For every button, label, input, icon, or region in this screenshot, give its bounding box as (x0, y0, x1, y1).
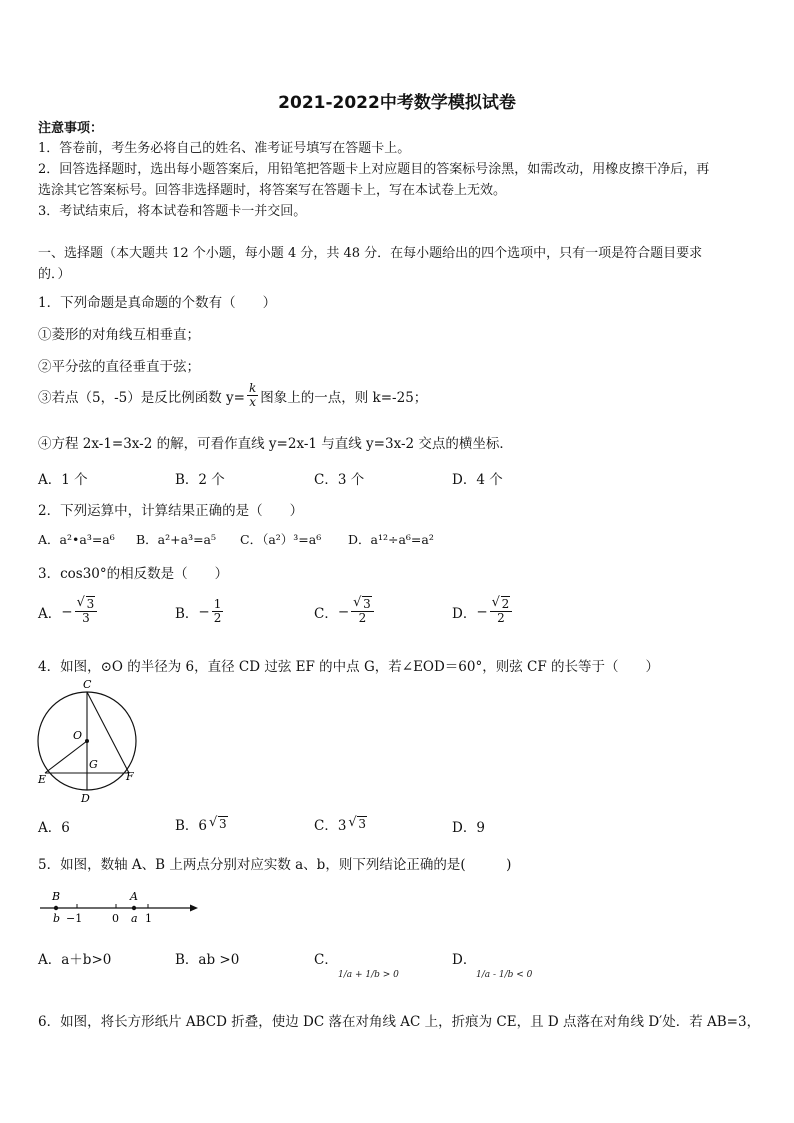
q1-option-d[interactable]: D．4 个 (452, 472, 503, 488)
q3-option-c[interactable] (314, 598, 376, 625)
page-title: 2021-2022中考数学模拟试卷 (278, 93, 516, 113)
q5-c-expression: 1/a + 1/b > 0 (338, 970, 399, 980)
q4-label-c: C (83, 678, 92, 691)
q4-option-a[interactable]: A．6 (38, 820, 70, 836)
notice-heading: 注意事项： (38, 121, 104, 136)
q1-statement-1: ①菱形的对角线互相垂直； (38, 327, 200, 343)
q5-label-b-lower: b (53, 912, 61, 925)
q4-center-point (85, 739, 89, 743)
q5-option-d[interactable] (452, 948, 532, 980)
q1-fraction-num: k (248, 381, 257, 395)
q5-label-minus1: −1 (66, 912, 83, 925)
q4-b-text: B．6 (175, 818, 208, 834)
q1-fraction-den: x (249, 395, 257, 409)
notice-item-2: 2．回答选择题时，选出每小题答案后，用铅笔把答题卡上对应题目的答案标号涂黑，如需改动，用橡皮擦干净后，再 (38, 162, 710, 177)
q3-a-radical: √ 3 (77, 598, 96, 611)
q2-option-b[interactable]: B．a²+a³=a⁵ (136, 532, 217, 547)
q4-label-d: D (81, 792, 90, 805)
q3-c-radical: √ 3 (353, 598, 372, 611)
q1-option-c[interactable]: C．3 个 (314, 472, 365, 488)
q5-d-expression: 1/a - 1/b < 0 (476, 970, 533, 980)
q5-stem: 5．如图，数轴 A、B 上两点分别对应实数 a、b，则下列结论正确的是( ) (38, 857, 512, 873)
q3-b-fraction: $\frac{1}{2}$ (213, 597, 222, 625)
section-heading: 一、选择题（本大题共 12 个小题，每小题 4 分，共 48 分．在每小题给出的四个选项中，只有一项是符合题目要求 (38, 246, 703, 261)
notice-item-2-cont: 选涂其它答案标号。回答非选择题时，将答案写在答题卡上，写在本试卷上无效。 (38, 183, 507, 198)
q6-stem: 6．如图，将长方形纸片 ABCD 折叠，使边 DC 落在对角线 AC 上，折痕为 CE，且 D 点落在对角线 D′处．若 AB=3， (38, 1014, 761, 1030)
q5-label-b-upper: B (52, 890, 61, 903)
q4-option-d[interactable]: D．9 (452, 820, 485, 836)
q3-option-d[interactable] (452, 598, 514, 625)
q1-statement-3 (38, 382, 427, 409)
section-heading-cont: 的．） (38, 267, 71, 282)
q4-label-g: G (89, 758, 98, 771)
q4-option-b[interactable] (175, 814, 228, 834)
q3-b-label: B． (175, 605, 199, 622)
q4-stem: 4．如图，⊙O 的半径为 6，直径 CD 过弦 EF 的中点 G，若∠EOD＝60°，则弦 CF 的长等于（ ） (38, 659, 660, 675)
q2-option-d[interactable]: D．a¹²÷a⁶=a² (348, 532, 434, 547)
q3-d-label: D． (452, 605, 477, 622)
q4-label-e: E (38, 773, 47, 786)
q4-segment-oe (45, 741, 87, 773)
q5-d-label: D． (452, 952, 477, 968)
q3-b-sign: − (198, 603, 210, 620)
q5-label-a-upper: A (130, 890, 138, 903)
q3-d-sign: − (476, 603, 488, 620)
q1-statement-4: ④方程 2x-1=3x-2 的解，可看作直线 y=2x-1 与直线 y=3x-2 交点的横坐标． (38, 436, 513, 452)
q3-option-a[interactable] (38, 598, 99, 625)
q5-c-label: C． (314, 952, 338, 968)
q1-statement-2: ②平分弦的直径垂直于弦； (38, 359, 200, 375)
q1-fraction (247, 382, 258, 409)
q1-stem: 1．下列命题是真命题的个数有（ ） (38, 295, 277, 311)
notice-item-1: 1．答卷前，考生务必将自己的姓名、准考证号填写在答题卡上。 (38, 141, 411, 156)
notice-item-3: 3．考试结束后，将本试卷和答题卡一并交回。 (38, 204, 307, 219)
q5-axis-arrow (190, 905, 198, 912)
q1-s3-text-b: 图象上的一点，则 k=-25； (260, 389, 428, 406)
q1-option-a[interactable]: A．1 个 (38, 472, 88, 488)
q4-circle-figure (36, 677, 142, 805)
q2-stem: 2．下列运算中，计算结果正确的是（ ） (38, 503, 304, 519)
q5-option-b[interactable]: B．ab >0 (175, 952, 240, 968)
q4-option-c[interactable] (314, 814, 367, 834)
q3-c-sign: − (337, 603, 350, 620)
q5-point-b (54, 906, 58, 910)
q1-option-b[interactable]: B．2 个 (175, 472, 225, 488)
q5-label-a-lower: a (131, 912, 138, 925)
q5-number-line (36, 888, 202, 928)
q4-label-f: F (126, 770, 134, 783)
q4-b-radical: √ 3 (209, 817, 228, 831)
q4-c-text: C．3 (314, 818, 347, 834)
q5-label-zero: 0 (112, 912, 119, 925)
q3-a-label: A． (38, 605, 62, 622)
q3-d-radical: √ 2 (492, 598, 511, 611)
q4-c-radical: √ 3 (348, 817, 367, 831)
q3-option-b[interactable] (175, 598, 225, 625)
q5-option-a[interactable]: A．a＋b>0 (38, 952, 112, 968)
q3-a-fraction: √ $\frac{3}{3}$ (75, 598, 98, 625)
q3-stem: 3．cos30°的相反数是（ ） (38, 566, 229, 582)
q3-c-fraction: √ $\frac{3}{2}$ (351, 598, 374, 625)
q3-c-label: C． (314, 605, 338, 622)
q5-point-a (132, 906, 136, 910)
q2-option-c[interactable]: C．（a²）³=a⁶ (240, 532, 322, 547)
q2-option-a[interactable]: A．a²•a³=a⁶ (38, 532, 115, 547)
q3-d-fraction: √ $\frac{2}{2}$ (490, 598, 513, 625)
q3-a-sign: − (61, 603, 73, 620)
q5-label-one: 1 (145, 912, 152, 925)
q1-s3-text-a: ③若点（5，-5）是反比例函数 y= (38, 389, 245, 406)
q5-option-c[interactable] (314, 948, 399, 980)
q4-label-o: O (73, 729, 83, 742)
